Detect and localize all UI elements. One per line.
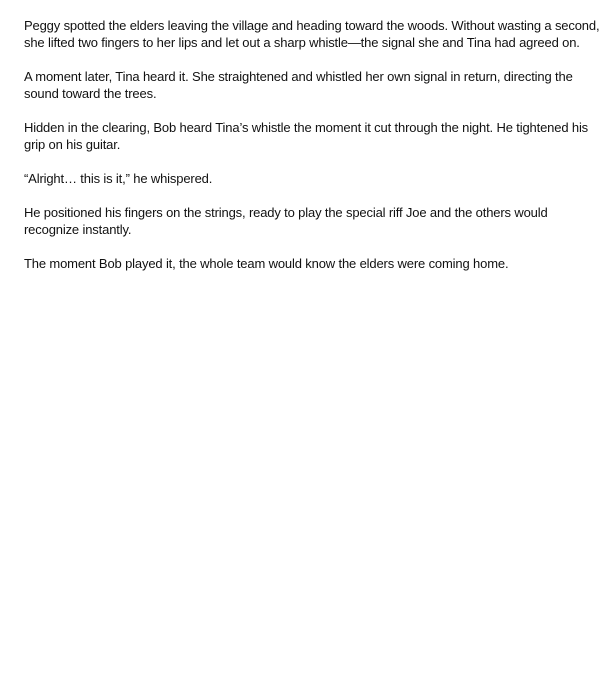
paragraph (24, 170, 584, 187)
text-line: Hidden in the clearing, Bob heard Tina’s whistle the moment it cut through the night. He tightened his (24, 120, 589, 135)
text-line: Peggy spotted the elders leaving the village and heading toward the woods. Without wasting a second, (24, 18, 600, 33)
paragraph (24, 68, 584, 102)
text-line: grip on his guitar. (24, 137, 121, 152)
document-body (24, 17, 600, 289)
text-line: “Alright… this is it,” he whispered. (24, 171, 213, 186)
paragraph (24, 119, 589, 153)
paragraph (24, 255, 584, 272)
text-line: The moment Bob played it, the whole team would know the elders were coming home. (24, 256, 509, 271)
text-line: she lifted two fingers to her lips and let out a sharp whistle—the signal she and Tina had agreed on. (24, 35, 580, 50)
text-line: recognize instantly. (24, 222, 132, 237)
text-line: A moment later, Tina heard it. She straightened and whistled her own signal in return, directing the (24, 69, 573, 84)
paragraph (24, 17, 600, 51)
paragraph (24, 204, 584, 238)
text-line: He positioned his fingers on the strings, ready to play the special riff Joe and the others would (24, 205, 548, 220)
text-line: sound toward the trees. (24, 86, 157, 101)
